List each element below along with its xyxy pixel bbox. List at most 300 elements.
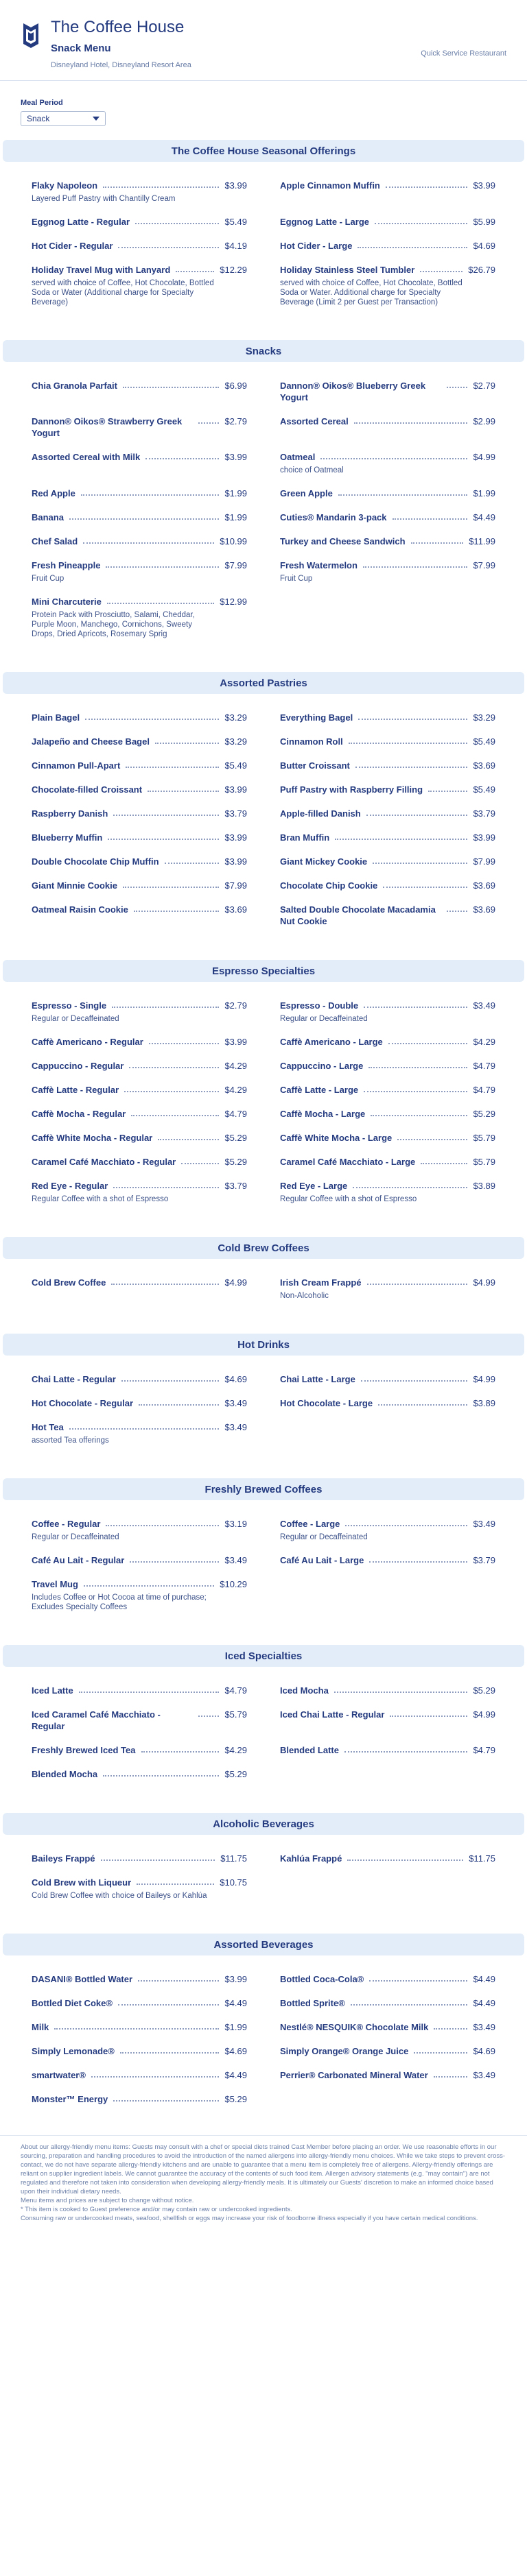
section-title: Snacks	[3, 340, 524, 362]
menu-item-row	[280, 240, 495, 252]
menu-item-name: Bottled Sprite®	[280, 1998, 345, 2008]
menu-item-row	[280, 1132, 495, 1144]
menu-item-price: $2.79	[473, 381, 495, 391]
footer-note: * This item is cooked to Guest preference and/or may contain raw or undercooked ingredients.	[21, 2206, 292, 2213]
menu-item-name: Bottled Coca-Cola®	[280, 1974, 364, 1984]
menu-item-price: $4.49	[473, 1974, 495, 1984]
menu-item-row	[32, 880, 247, 891]
section-items	[0, 1955, 527, 2135]
section-items	[0, 1835, 527, 1931]
menu-item-price: $1.99	[224, 2022, 247, 2032]
menu-item-price: $4.79	[224, 1685, 247, 1696]
menu-item-name: Green Apple	[280, 488, 333, 498]
menu-item-name: Apple Cinnamon Muffin	[280, 180, 380, 191]
menu-item	[280, 760, 495, 771]
menu-item	[32, 380, 247, 403]
menu-item-row	[32, 1180, 247, 1192]
menu-item-name: Cuties® Mandarin 3-pack	[280, 512, 387, 522]
menu-item	[32, 808, 247, 819]
menu-item-price: $3.99	[224, 180, 247, 191]
menu-item-name: Café Au Lait - Large	[280, 1555, 364, 1565]
menu-item-row	[32, 832, 247, 843]
menu-item-name: Fresh Watermelon	[280, 560, 358, 570]
menu-item-price: $4.29	[224, 1061, 247, 1071]
dot-leader	[334, 1685, 468, 1693]
menu-item	[280, 1084, 495, 1096]
dot-leader	[155, 736, 220, 744]
menu-item	[280, 784, 495, 795]
menu-section	[0, 1334, 527, 1476]
menu-section	[0, 140, 527, 337]
menu-item-price: $3.89	[473, 1398, 495, 1408]
dot-leader	[176, 264, 214, 272]
menu-item-row	[32, 1877, 247, 1888]
dot-leader	[420, 264, 462, 272]
menu-item-price: $4.99	[473, 1277, 495, 1288]
menu-item-row	[280, 712, 495, 723]
menu-item	[280, 511, 495, 523]
menu-item-row	[32, 1518, 247, 1530]
menu-item-row	[280, 784, 495, 795]
dot-leader	[103, 180, 219, 188]
menu-item-price: $3.49	[473, 2070, 495, 2080]
menu-item-row	[280, 559, 495, 571]
dot-leader	[363, 559, 468, 568]
menu-item-price: $4.79	[224, 1109, 247, 1119]
menu-item-name: Caffè Latte - Large	[280, 1085, 359, 1095]
dot-leader	[181, 1156, 219, 1164]
dot-leader	[69, 1421, 220, 1430]
menu-item	[280, 451, 495, 475]
menu-item-name: Assorted Cereal with Milk	[32, 452, 141, 462]
dot-leader	[198, 416, 219, 424]
menu-item-price: $3.69	[473, 904, 495, 915]
menu-item-name: Salted Double Chocolate Macadamia Nut Cookie	[280, 904, 436, 926]
menu-item-name: Banana	[32, 512, 64, 522]
menu-item	[32, 736, 247, 747]
menu-item-name: Blended Latte	[280, 1745, 339, 1755]
dot-leader	[367, 1277, 468, 1285]
menu-item-row	[280, 1180, 495, 1192]
menu-item-price: $4.49	[224, 2070, 247, 2080]
menu-section	[0, 1934, 527, 2135]
menu-item-row	[32, 2021, 247, 2033]
menu-item-name: Blended Mocha	[32, 1769, 98, 1779]
menu-item-name: Caffè Mocha - Regular	[32, 1109, 126, 1119]
menu-item-row	[280, 880, 495, 891]
dot-leader	[131, 1108, 219, 1116]
meal-period-selected: Snack	[27, 114, 50, 123]
menu-item-row	[32, 1554, 247, 1566]
dot-leader	[141, 1744, 220, 1753]
menu-item-name: Caffè White Mocha - Regular	[32, 1133, 153, 1143]
menu-item-price: $4.29	[224, 1745, 247, 1755]
menu-item	[280, 856, 495, 867]
section-title: Assorted Beverages	[3, 1934, 524, 1955]
menu-item-row	[32, 1853, 247, 1864]
menu-item-name: Eggnog Latte - Large	[280, 217, 369, 227]
menu-item-description: served with choice of Coffee, Hot Chocolate, Bottled Soda or Water (Additional charge for Specialty Beverage)	[32, 279, 214, 306]
dot-leader	[101, 1853, 215, 1861]
dot-leader	[345, 1518, 467, 1526]
menu-item	[280, 1180, 495, 1204]
dot-leader	[368, 1060, 467, 1068]
menu-item-price: $5.29	[224, 1133, 247, 1143]
menu-item	[32, 216, 247, 228]
menu-section	[0, 960, 527, 1234]
dot-leader	[134, 904, 220, 912]
dot-leader	[364, 1084, 467, 1092]
menu-item-price: $12.29	[220, 265, 247, 275]
menu-item-row	[280, 1036, 495, 1048]
menu-item-price: $1.99	[473, 488, 495, 498]
menu-item	[32, 451, 247, 475]
menu-item	[280, 1744, 495, 1756]
menu-item-description: served with choice of Coffee, Hot Chocolate, Bottled Soda or Water. Additional charge for Specialty Beverage (Limit 2 per Guest per Transaction)	[280, 279, 462, 306]
menu-item-price: $5.29	[224, 1769, 247, 1779]
dot-leader	[347, 1853, 463, 1861]
menu-item	[280, 1973, 495, 1985]
dot-leader	[83, 535, 214, 544]
menu-item-name: Holiday Travel Mug with Lanyard	[32, 265, 171, 275]
menu-item-row	[280, 808, 495, 819]
restaurant-location: Disneyland Hotel, Disneyland Resort Area	[51, 61, 191, 69]
menu-item-price: $4.19	[224, 241, 247, 251]
menu-item-name: Hot Cider - Regular	[32, 241, 113, 251]
menu-item-row	[280, 264, 495, 276]
menu-item	[280, 736, 495, 747]
menu-item	[280, 1518, 495, 1542]
menu-item	[280, 712, 495, 723]
menu-item-description: Regular Coffee with a shot of Espresso	[32, 1195, 169, 1203]
menu-item-price: $4.29	[224, 1085, 247, 1095]
dot-leader	[421, 1156, 467, 1164]
dot-leader	[373, 856, 467, 864]
menu-item-row	[280, 1518, 495, 1530]
dot-leader	[130, 1554, 219, 1563]
menu-item	[32, 1853, 247, 1864]
menu-item-price: $4.69	[224, 2046, 247, 2056]
menu-item	[32, 2021, 247, 2033]
menu-item	[280, 1108, 495, 1120]
menu-item-row	[32, 2093, 247, 2105]
menu-item	[32, 1554, 247, 1566]
menu-item-price: $3.49	[473, 2022, 495, 2032]
menu-item	[280, 1277, 495, 1301]
menu-item-price: $4.49	[473, 512, 495, 522]
dot-leader	[361, 1373, 468, 1382]
menu-item-price: $4.99	[473, 1709, 495, 1720]
dot-leader	[414, 2045, 467, 2054]
dot-leader	[113, 2093, 219, 2102]
menu-item-name: Chia Granola Parfait	[32, 381, 117, 391]
menu-item	[280, 904, 495, 927]
dot-leader	[123, 880, 219, 888]
dot-leader	[118, 240, 219, 248]
dot-leader	[123, 380, 219, 388]
menu-item-row	[32, 1156, 247, 1168]
menu-item-row	[280, 451, 495, 463]
dot-leader	[338, 487, 468, 496]
menu-item-name: Cappuccino - Regular	[32, 1061, 124, 1071]
menu-item-name: Assorted Cereal	[280, 416, 349, 426]
dot-leader	[111, 1277, 219, 1285]
menu-item-row	[32, 712, 247, 723]
dot-leader	[447, 904, 467, 912]
menu-item-price: $3.79	[224, 808, 247, 819]
menu-item-row	[280, 1084, 495, 1096]
menu-item	[280, 1132, 495, 1144]
menu-item-row	[32, 216, 247, 228]
meal-period-select[interactable]	[21, 111, 106, 126]
menu-item-row	[280, 1709, 495, 1720]
menu-item-row	[32, 1108, 247, 1120]
menu-item-name: Hot Chocolate - Regular	[32, 1398, 134, 1408]
menu-item	[280, 487, 495, 499]
menu-item-name: Chai Latte - Regular	[32, 1374, 116, 1384]
menu-item-name: Caffè Americano - Large	[280, 1037, 383, 1047]
menu-item-price: $11.99	[469, 536, 495, 546]
menu-item-name: Caramel Café Macchiato - Large	[280, 1157, 416, 1167]
menu-item-description: Regular or Decaffeinated	[32, 1015, 119, 1023]
menu-item-price: $11.75	[220, 1853, 247, 1864]
menu-item-description: Fruit Cup	[32, 575, 65, 583]
dot-leader	[411, 535, 464, 544]
menu-item-description: Layered Puff Pastry with Chantilly Cream	[32, 195, 176, 203]
dot-leader	[198, 1709, 219, 1717]
menu-item-price: $10.75	[220, 1877, 247, 1888]
dot-leader	[353, 1180, 467, 1188]
menu-item-price: $3.99	[473, 180, 495, 191]
section-title: Espresso Specialties	[3, 960, 524, 982]
dot-leader	[126, 760, 219, 768]
section-items	[0, 694, 527, 957]
menu-item-row	[32, 856, 247, 867]
chevron-down-icon	[93, 117, 99, 121]
footer-note: Menu items and prices are subject to change without notice.	[21, 2197, 194, 2204]
menu-item-name: Red Eye - Regular	[32, 1181, 108, 1191]
menu-section	[0, 1237, 527, 1331]
menu-item-row	[280, 1000, 495, 1011]
menu-item-price: $26.79	[468, 265, 495, 275]
dot-leader	[103, 1768, 219, 1777]
dot-leader	[129, 1060, 219, 1068]
menu-item-row	[280, 1373, 495, 1385]
menu-item-name: Chocolate Chip Cookie	[280, 880, 378, 891]
menu-item-name: Everything Bagel	[280, 712, 353, 723]
menu-item-price: $6.99	[224, 381, 247, 391]
menu-item-price: $5.29	[473, 1109, 495, 1119]
menu-item-price: $3.49	[224, 1398, 247, 1408]
menu-item-name: Baileys Frappé	[32, 1853, 95, 1864]
menu-item	[32, 1000, 247, 1024]
menu-item-row	[32, 808, 247, 819]
menu-section	[0, 1813, 527, 1931]
menu-item	[32, 1084, 247, 1096]
menu-item	[280, 2069, 495, 2081]
menu-item-price: $4.69	[473, 2046, 495, 2056]
dot-leader	[320, 451, 467, 459]
menu-item-price: $3.69	[224, 904, 247, 915]
dot-leader	[91, 2069, 220, 2078]
menu-item-price: $5.99	[473, 217, 495, 227]
menu-item-name: Caffè Latte - Regular	[32, 1085, 119, 1095]
menu-item-price: $3.79	[473, 1555, 495, 1565]
dot-leader	[354, 416, 468, 424]
menu-item-price: $1.99	[224, 488, 247, 498]
menu-item-row	[32, 1744, 247, 1756]
menu-item-name: Blueberry Muffin	[32, 832, 103, 843]
menu-item-name: Hot Chocolate - Large	[280, 1398, 373, 1408]
menu-item-description: choice of Oatmeal	[280, 466, 344, 474]
menu-item	[280, 264, 495, 307]
menu-item-price: $3.99	[224, 856, 247, 867]
menu-item-price: $4.29	[473, 1037, 495, 1047]
dot-leader	[112, 1000, 219, 1008]
menu-item-price: $10.29	[220, 1579, 247, 1589]
menu-item	[280, 808, 495, 819]
menu-section	[0, 340, 527, 669]
menu-item-description: Regular or Decaffeinated	[280, 1015, 368, 1023]
menu-item	[32, 760, 247, 771]
dot-leader	[390, 1709, 467, 1717]
menu-section	[0, 672, 527, 957]
menu-item-name: Jalapeño and Cheese Bagel	[32, 736, 150, 747]
menu-item-row	[32, 2069, 247, 2081]
menu-item-description: Fruit Cup	[280, 575, 313, 583]
menu-item	[280, 380, 495, 403]
menu-item-description: Protein Pack with Prosciutto, Salami, Cheddar, Purple Moon, Manchego, Cornichons, Sweety Drops, Dried Apricots, Rosemary Sprig	[32, 611, 195, 638]
menu-item	[280, 1156, 495, 1168]
menu-item-name: Giant Minnie Cookie	[32, 880, 117, 891]
menu-item-name: Freshly Brewed Iced Tea	[32, 1745, 136, 1755]
section-title: Iced Specialties	[3, 1645, 524, 1667]
menu-item-description: assorted Tea offerings	[32, 1436, 109, 1445]
menu-item	[280, 1000, 495, 1024]
menu-item-row	[32, 1997, 247, 2009]
dot-leader	[54, 2021, 219, 2030]
menu-header	[0, 0, 527, 81]
meal-period-control	[0, 81, 527, 137]
menu-item-price: $12.99	[220, 597, 247, 607]
menu-item	[32, 511, 247, 523]
dot-leader	[138, 1973, 219, 1982]
dot-leader	[81, 487, 220, 496]
menu-item-name: Double Chocolate Chip Muffin	[32, 856, 159, 867]
menu-item-description: Regular Coffee with a shot of Espresso	[280, 1195, 417, 1203]
dot-leader	[165, 856, 220, 864]
menu-item-price: $4.69	[473, 241, 495, 251]
menu-item-name: Holiday Stainless Steel Tumbler	[280, 265, 415, 275]
menu-item-name: Coffee - Large	[280, 1519, 340, 1529]
menu-item	[280, 1709, 495, 1732]
menu-item-name: Caffè White Mocha - Large	[280, 1133, 393, 1143]
menu-item-price: $3.49	[473, 1000, 495, 1011]
menu-item-description: Cold Brew Coffee with choice of Baileys or Kahlúa	[32, 1892, 207, 1900]
menu-item-name: Plain Bagel	[32, 712, 80, 723]
menu-item-row	[32, 1373, 247, 1385]
menu-item-row	[280, 736, 495, 747]
menu-item-price: $3.79	[224, 1181, 247, 1191]
menu-item-price: $5.49	[224, 760, 247, 771]
menu-item	[32, 240, 247, 252]
menu-item	[32, 712, 247, 723]
dot-leader	[137, 1877, 214, 1885]
menu-item-price: $3.49	[473, 1519, 495, 1529]
restaurant-logo-icon	[21, 21, 41, 48]
dot-leader	[118, 1997, 220, 2006]
menu-item	[32, 784, 247, 795]
menu-item-price: $5.79	[473, 1133, 495, 1143]
dot-leader	[145, 451, 219, 459]
dot-leader	[124, 1084, 219, 1092]
menu-item-price: $3.99	[224, 452, 247, 462]
menu-item	[32, 1277, 247, 1301]
menu-footer	[0, 2135, 527, 2237]
menu-item	[32, 559, 247, 583]
menu-item-name: Cinnamon Pull-Apart	[32, 760, 121, 771]
menu-item	[32, 596, 247, 639]
dot-leader	[371, 1108, 467, 1116]
menu-item	[280, 535, 495, 547]
menu-item-name: Iced Mocha	[280, 1685, 329, 1696]
menu-item-name: Iced Chai Latte - Regular	[280, 1709, 385, 1720]
menu-item	[280, 559, 495, 583]
menu-item-row	[32, 1000, 247, 1011]
menu-item-name: Hot Cider - Large	[280, 241, 353, 251]
dot-leader	[366, 808, 468, 816]
menu-item-row	[32, 511, 247, 523]
menu-item-row	[32, 2045, 247, 2057]
menu-item-row	[280, 1060, 495, 1072]
menu-title: Snack Menu	[51, 43, 111, 54]
dot-leader	[369, 1554, 467, 1563]
menu-item-name: Cold Brew Coffee	[32, 1277, 106, 1288]
menu-item-name: Cappuccino - Large	[280, 1061, 364, 1071]
menu-item-name: DASANI® Bottled Water	[32, 1974, 133, 1984]
menu-item	[32, 1156, 247, 1168]
menu-item	[280, 1373, 495, 1385]
menu-item-name: Chef Salad	[32, 536, 78, 546]
section-title: Assorted Pastries	[3, 672, 524, 694]
menu-item-row	[32, 1084, 247, 1096]
menu-item-name: Butter Croissant	[280, 760, 350, 771]
menu-item-row	[32, 1685, 247, 1696]
menu-item-row	[280, 1853, 495, 1864]
section-title: Alcoholic Beverages	[3, 1813, 524, 1835]
menu-item-description: Non-Alcoholic	[280, 1292, 329, 1300]
menu-item	[32, 1180, 247, 1204]
section-items	[0, 362, 527, 669]
menu-item-row	[32, 559, 247, 571]
menu-item	[32, 1132, 247, 1144]
menu-item	[32, 1997, 247, 2009]
menu-item-row	[32, 380, 247, 392]
menu-item-row	[32, 487, 247, 499]
dot-leader	[113, 1180, 219, 1188]
dot-leader	[397, 1132, 467, 1140]
menu-item-name: Chai Latte - Large	[280, 1374, 355, 1384]
footer-note: About our allergy-friendly menu items: Guests may consult with a chef or special diets trained Cast Member before placing an order. We use reasonable efforts in our sourcing, preparation and handling procedures to avoid the introduction of the named allergens into allergy-friendly menu choices. While we take steps to prevent cross-contact, we do not have separate allergy-friendly kitchens and are unable to guarantee that a menu item is completely free of allergens. Allergy-friendly offerings are reliant on supplier ingredient labels. We cannot guarantee the accuracy of the contents of such food item. Allergen advisory statements (e.g. "may contain") are not regulated and therefore not taken into consideration when developing allergy-friendly meals. It is ultimately our Guests' discretion to make an informed choice based upon their individual dietary needs.	[21, 2143, 506, 2195]
menu-item	[32, 832, 247, 843]
menu-item	[32, 1685, 247, 1696]
dot-leader	[106, 1518, 219, 1526]
dot-leader	[158, 1132, 219, 1140]
menu-item-row	[280, 2069, 495, 2081]
menu-item-name: Oatmeal Raisin Cookie	[32, 904, 128, 915]
menu-item-description: Regular or Decaffeinated	[280, 1533, 368, 1541]
dot-leader	[388, 1036, 468, 1044]
